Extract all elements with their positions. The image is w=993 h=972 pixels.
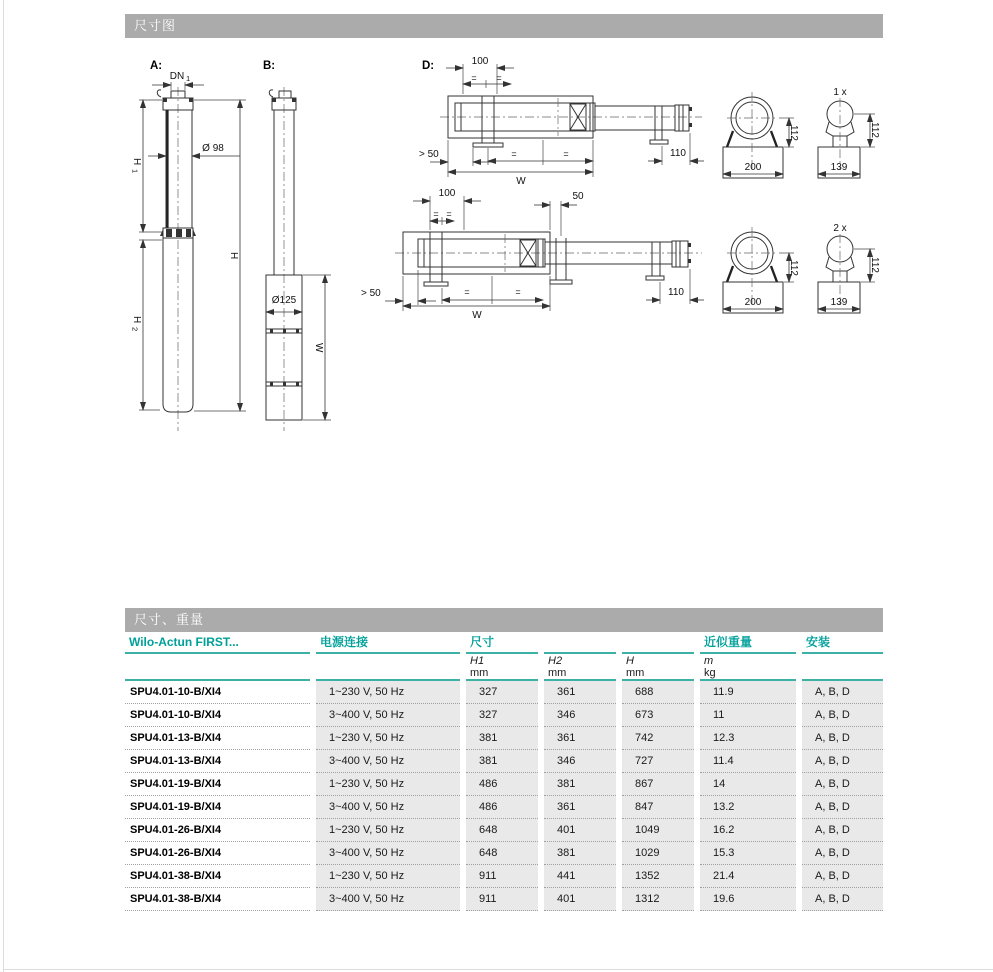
subheader-h1-name: H1 <box>470 655 485 667</box>
cell-h2: 381 <box>544 842 616 865</box>
subheader-empty <box>125 654 310 681</box>
cell-h2: 401 <box>544 819 616 842</box>
cell-h1: 486 <box>466 773 538 796</box>
dim-label-w-v2: W <box>472 310 482 321</box>
cell-install: A, B, D <box>802 681 883 704</box>
cell-h2: 346 <box>544 750 616 773</box>
cell-model: SPU4.01-38-B/XI4 <box>125 865 310 888</box>
dim-label-h1: H <box>131 158 142 166</box>
dim-label-eq: = <box>511 149 517 159</box>
clamp-count-v1: 1 x <box>833 87 847 98</box>
dim-label-gt50-v1: > 50 <box>419 149 439 160</box>
cell-h1: 911 <box>466 865 538 888</box>
dim-label-dn-sub: 1 <box>186 74 191 83</box>
subheader-m <box>700 654 796 681</box>
subheader-h2 <box>544 654 616 681</box>
cell-weight: 21.4 <box>700 865 796 888</box>
page-left-edge <box>3 0 4 972</box>
view-d-label: D: <box>422 60 435 72</box>
dim-label-200-v2: 200 <box>744 297 762 308</box>
cell-h2: 346 <box>544 704 616 727</box>
cell-model: SPU4.01-38-B/XI4 <box>125 888 310 911</box>
cell-power: 1~230 V, 50 Hz <box>316 727 460 750</box>
cell-h: 867 <box>622 773 694 796</box>
dim-label-50-v2: 50 <box>572 191 584 202</box>
cell-power: 1~230 V, 50 Hz <box>316 865 460 888</box>
dim-label-eq: = <box>433 209 439 219</box>
dim-label-139-v2: 139 <box>830 297 848 308</box>
column-header-dimensions: 尺寸 <box>466 632 538 654</box>
subheader-empty <box>316 654 460 681</box>
cell-weight: 19.6 <box>700 888 796 911</box>
cell-h: 847 <box>622 796 694 819</box>
cell-power: 1~230 V, 50 Hz <box>316 773 460 796</box>
column-header-install: 安装 <box>802 632 883 654</box>
dim-label-gt50-v2: > 50 <box>361 288 381 299</box>
dim-label-100-v2: 100 <box>438 188 456 199</box>
cell-h1: 381 <box>466 727 538 750</box>
cell-h2: 401 <box>544 888 616 911</box>
cell-h: 1049 <box>622 819 694 842</box>
cell-h1: 381 <box>466 750 538 773</box>
view-a-label: A: <box>150 60 163 72</box>
column-header-power: 电源连接 <box>316 632 460 654</box>
column-header-model: Wilo-Actun FIRST... <box>125 632 310 654</box>
dim-label-112: 112 <box>869 257 880 273</box>
subheader-m-unit: kg <box>704 667 716 679</box>
cell-weight: 11.4 <box>700 750 796 773</box>
dim-label-eq: = <box>563 149 569 159</box>
cell-power: 3~400 V, 50 Hz <box>316 796 460 819</box>
cell-model: SPU4.01-26-B/XI4 <box>125 842 310 865</box>
dim-label-eq: = <box>496 73 502 83</box>
cell-h: 688 <box>622 681 694 704</box>
column-header-weight: 近似重量 <box>700 632 796 654</box>
cell-install: A, B, D <box>802 842 883 865</box>
cell-weight: 14 <box>700 773 796 796</box>
subheader-h-name: H <box>626 655 634 667</box>
dim-label-eq: = <box>471 73 477 83</box>
clamp-count-v2: 2 x <box>833 223 847 234</box>
dim-label-eq: = <box>515 287 521 297</box>
cell-h2: 361 <box>544 681 616 704</box>
dim-label-110-v2: 110 <box>668 287 684 298</box>
table-body <box>125 681 883 911</box>
cell-install: A, B, D <box>802 727 883 750</box>
cell-weight: 15.3 <box>700 842 796 865</box>
cell-weight: 11 <box>700 704 796 727</box>
cell-h1: 486 <box>466 796 538 819</box>
cell-h: 742 <box>622 727 694 750</box>
cell-install: A, B, D <box>802 865 883 888</box>
cell-model: SPU4.01-10-B/XI4 <box>125 704 310 727</box>
dim-label-h2-sub: 2 <box>130 327 140 332</box>
cell-h1: 911 <box>466 888 538 911</box>
cell-install: A, B, D <box>802 796 883 819</box>
dim-label-eq: = <box>446 209 452 219</box>
dim-label-100-v1: 100 <box>471 56 489 67</box>
dim-label-eq: = <box>464 287 470 297</box>
cell-model: SPU4.01-19-B/XI4 <box>125 796 310 819</box>
cell-install: A, B, D <box>802 773 883 796</box>
cell-h1: 648 <box>466 819 538 842</box>
dim-label-200-v1: 200 <box>744 162 762 173</box>
cell-h2: 381 <box>544 773 616 796</box>
column-header-dimensions-span <box>544 632 616 654</box>
dim-label-dia125: Ø125 <box>271 295 297 306</box>
cell-power: 1~230 V, 50 Hz <box>316 681 460 704</box>
column-header-dimensions-span <box>622 632 694 654</box>
subheader-h-unit: mm <box>626 667 645 679</box>
cell-model: SPU4.01-10-B/XI4 <box>125 681 310 704</box>
dim-label-h1-sub: 1 <box>130 169 140 174</box>
cell-install: A, B, D <box>802 750 883 773</box>
cell-h: 673 <box>622 704 694 727</box>
subheader-h1-unit: mm <box>470 667 489 679</box>
cell-power: 3~400 V, 50 Hz <box>316 750 460 773</box>
cell-h: 1029 <box>622 842 694 865</box>
dim-label-112: 112 <box>788 125 799 141</box>
drawing-view-d-variant1 <box>419 56 880 187</box>
drawing-view-b <box>263 60 331 431</box>
dim-label-dn: DN <box>169 71 185 82</box>
subheader-m-name: m <box>704 655 714 667</box>
cell-h: 1312 <box>622 888 694 911</box>
subheader-h2-name: H2 <box>548 655 563 667</box>
dim-label-139-v1: 139 <box>830 162 848 173</box>
drawing-view-d-variant2 <box>361 188 880 321</box>
cell-power: 1~230 V, 50 Hz <box>316 819 460 842</box>
cell-model: SPU4.01-13-B/XI4 <box>125 727 310 750</box>
section-header-dimension-drawings: 尺寸图 <box>125 14 883 38</box>
cell-h2: 361 <box>544 796 616 819</box>
dim-label-h: H <box>228 252 239 260</box>
dimension-drawings <box>125 50 883 450</box>
dimensions-weights-table <box>125 632 883 911</box>
table-subheader-row <box>125 654 883 681</box>
cell-install: A, B, D <box>802 888 883 911</box>
cell-weight: 11.9 <box>700 681 796 704</box>
cell-install: A, B, D <box>802 819 883 842</box>
section-header-dimensions-weights: 尺寸、重量 <box>125 608 883 632</box>
dim-label-112: 112 <box>788 260 799 276</box>
cell-model: SPU4.01-19-B/XI4 <box>125 773 310 796</box>
cell-install: A, B, D <box>802 704 883 727</box>
cell-power: 3~400 V, 50 Hz <box>316 888 460 911</box>
subheader-h1 <box>466 654 538 681</box>
drawing-view-a <box>131 60 247 431</box>
page-bottom-edge <box>3 969 993 970</box>
cell-h1: 327 <box>466 704 538 727</box>
cell-weight: 16.2 <box>700 819 796 842</box>
dim-label-110-v1: 110 <box>670 148 686 159</box>
subheader-empty <box>802 654 883 681</box>
cell-power: 3~400 V, 50 Hz <box>316 842 460 865</box>
cell-model: SPU4.01-13-B/XI4 <box>125 750 310 773</box>
view-b-label: B: <box>263 60 276 72</box>
subheader-h2-unit: mm <box>548 667 567 679</box>
cell-h1: 327 <box>466 681 538 704</box>
dim-label-dia98: Ø 98 <box>202 143 224 154</box>
cell-h: 1352 <box>622 865 694 888</box>
cell-h2: 361 <box>544 727 616 750</box>
cell-weight: 13.2 <box>700 796 796 819</box>
dim-label-h2: H <box>131 316 142 324</box>
cell-h1: 648 <box>466 842 538 865</box>
cell-weight: 12.3 <box>700 727 796 750</box>
cell-h2: 441 <box>544 865 616 888</box>
dim-label-112: 112 <box>869 122 880 138</box>
dim-label-w-b: W <box>313 343 324 353</box>
cell-model: SPU4.01-26-B/XI4 <box>125 819 310 842</box>
cell-h: 727 <box>622 750 694 773</box>
table-header-row <box>125 632 883 654</box>
cell-power: 3~400 V, 50 Hz <box>316 704 460 727</box>
subheader-h <box>622 654 694 681</box>
dim-label-w-v1: W <box>516 176 526 187</box>
